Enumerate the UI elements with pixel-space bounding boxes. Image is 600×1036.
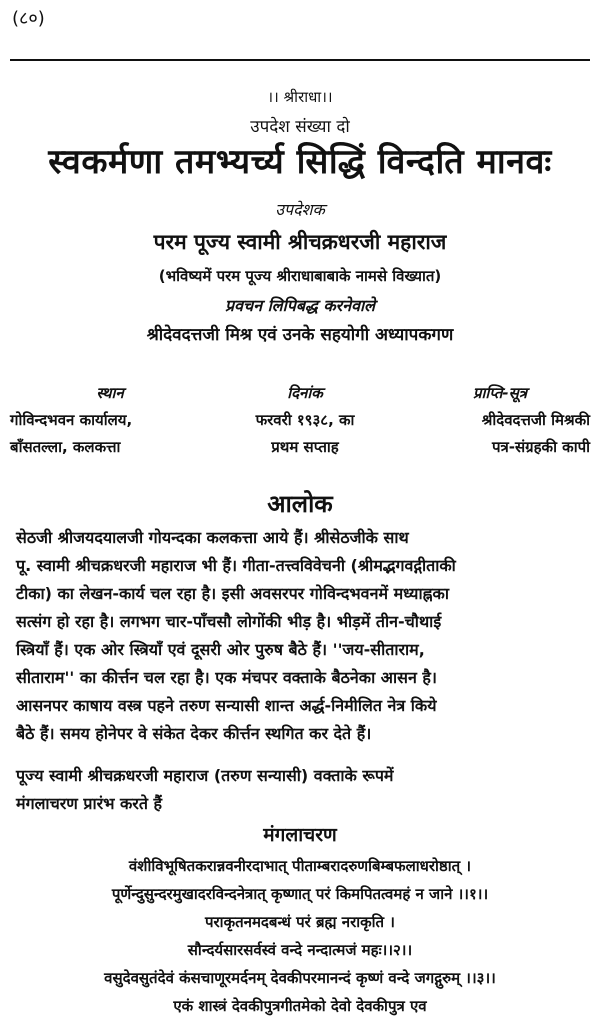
date-line-1: फरवरी १९३८, का [255, 411, 355, 429]
paragraph-line: सेठजी श्रीजयदयालजी गोयन्दका कलकत्ता आये हैं। श्रीसेठजीके साथ [16, 528, 409, 547]
paragraph-line: मंगलाचरण प्रारंभ करते हैं [16, 794, 163, 813]
source-line-1: श्रीदेवदत्तजी मिश्रकी [481, 411, 590, 429]
deity-invocation: ।। श्रीराधा।। [267, 88, 333, 106]
discourse-title: स्वकर्मणा तमभ्यर्च्य सिद्धिं विन्दति मानवः [48, 142, 552, 182]
page-number: (८०) [12, 8, 45, 29]
speaker-note: (भविष्यमें परम पूज्य श्रीराधाबाबाके नामसे विख्यात) [158, 267, 442, 285]
place-heading: स्थान [96, 384, 124, 402]
verse-line: पूर्णेन्दुसुन्दरमुखादरविन्दनेत्रात् कृष्णात् परं किमपितत्वमहं न जाने ।।१।। [111, 885, 489, 903]
verse-line: वंशीविभूषितकरान्नवनीरदाभात् पीताम्बरादरुणबिम्बफलाधरोष्ठात् । [128, 857, 472, 875]
paragraph-line: सत्संग हो रहा है। लगभग चार-पाँचसौ लोगोंकी भीड़ है। भीड़में तीन-चौथाई [16, 612, 442, 631]
place-line-2: बाँसतल्ला, कलकत्ता [10, 438, 121, 456]
verse-line: वसुदेवसुतंदेवं कंसचाणूरमर्दनम् देवकीपरमानन्दं कृष्णं वन्दे जगद्गुरुम् ।।३।। [104, 969, 496, 987]
paragraph-line: टीका) का लेखन-कार्य चल रहा है। इसी अवसरपर गोविन्दभवनमें मध्याह्नका [16, 584, 449, 603]
paragraph-line: पूज्य स्वामी श्रीचक्रधरजी महाराज (तरुण सन्यासी) वक्ताके रूपमें [16, 766, 394, 785]
date-heading: दिनांक [287, 384, 323, 402]
verse-line: पराकृतनमदबन्धं परं ब्रह्म नराकृति । [205, 913, 395, 931]
mangalacharan-heading: मंगलाचरण [263, 824, 337, 846]
paragraph-line: सीताराम'' का कीर्त्तन चल रहा है। एक मंचपर वक्ताके बैठनेका आसन है। [16, 668, 437, 687]
aalok-paragraph-2 [16, 762, 586, 818]
source-line-2: पत्र-संग्रहकी कापी [491, 438, 590, 456]
mangalacharan-verses [0, 852, 600, 1020]
verse-line: एकं शास्त्रं देवकीपुत्रगीतमेको देवो देवकीपुत्र एव [173, 997, 427, 1015]
aalok-paragraph-1 [16, 524, 586, 748]
header-rule [10, 59, 590, 61]
upadeshak-label: उपदेशक [275, 200, 325, 219]
aalok-heading: आलोक [267, 490, 333, 518]
recorded-by-label: प्रवचन लिपिबद्ध करनेवाले [225, 296, 375, 315]
date-line-2: प्रथम सप्ताह [271, 438, 339, 456]
discourse-number: उपदेश संख्या दो [250, 117, 350, 137]
paragraph-line: बैठे हैं। समय होनेपर वे संकेत देकर कीर्त्तन स्थगित कर देते हैं। [16, 724, 372, 743]
recorders-names: श्रीदेवदत्तजी मिश्र एवं उनके सहयोगी अध्यापकगण [146, 325, 454, 345]
verse-line: सौन्दर्यसारसर्वस्वं वन्दे नन्दात्मजं महः।।२।। [187, 941, 413, 959]
place-line-1: गोविन्दभवन कार्यालय, [10, 411, 133, 429]
paragraph-line: आसनपर काषाय वस्त्र पहने तरुण सन्यासी शान्त अर्द्ध-निमीलित नेत्र किये [16, 696, 437, 715]
date-column [225, 380, 385, 461]
paragraph-line: स्त्रियाँ हैं। एक ओर स्त्रियाँ एवं दूसरी ओर पुरुष बैठे हैं। ''जय-सीताराम, [16, 640, 425, 659]
source-heading: प्राप्ति-सूत्र [472, 384, 528, 402]
speaker-name: परम पूज्य स्वामी श्रीचक्रधरजी महाराज [153, 230, 447, 254]
source-column [410, 380, 590, 461]
paragraph-line: पू. स्वामी श्रीचक्रधरजी महाराज भी हैं। गीता-तत्त्वविवेचनी (श्रीमद्भगवद्गीताकी [16, 556, 456, 575]
place-column [10, 380, 210, 461]
